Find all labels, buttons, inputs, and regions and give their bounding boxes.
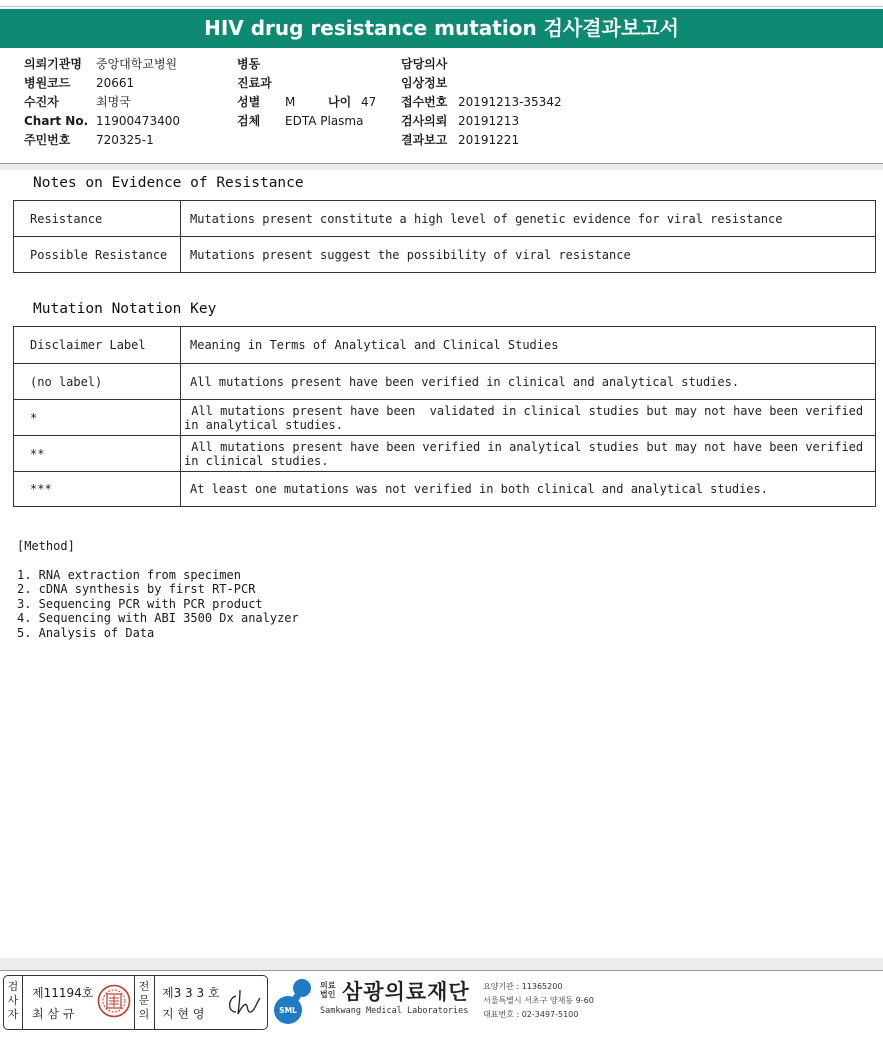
table-row [14,364,876,400]
label-age: 나이 [328,95,352,109]
method-step: 1. RNA extraction from specimen [17,568,241,582]
label-specimen: 검체 [237,114,261,128]
label-resident-no: 주민번호 [24,133,71,147]
top-rule [0,6,883,7]
sml-logo-icon [271,976,317,1026]
notation-section-title: Mutation Notation Key [33,301,217,317]
org-type [320,981,335,999]
header-band [0,164,883,170]
org-english-name: Samkwang Medical Laboratories [320,1006,469,1016]
handwritten-signature-icon [224,984,264,1020]
value-requesting-institution: 중앙대학교병원 [96,57,178,71]
label-hospital-code: 병원코드 [24,76,71,90]
notation-label: ** [14,436,181,472]
label-department: 진료과 [237,76,272,90]
notation-label: *** [14,472,181,507]
value-chart-no: 11900473400 [96,114,180,128]
divider [22,976,23,1029]
org-type-line: 의료 [320,981,336,990]
report-title: HIV drug resistance mutation 검사결과보고서 [0,9,883,48]
inspector-license-no: 제11194호 [32,986,94,1000]
info-col-3 [401,57,562,152]
value-patient-name: 최명국 [96,95,131,109]
label-requesting-institution: 의뢰기관명 [24,57,82,71]
resistance-term: Possible Resistance [14,237,181,273]
official-seal-icon [97,984,131,1018]
table-header-row [14,327,876,364]
label-physician: 담당의사 [401,57,448,71]
method-step: 4. Sequencing with ABI 3500 Dx analyzer [17,611,299,626]
notation-label-header: Disclaimer Label [14,327,181,364]
footer-divider [0,970,883,971]
specialist-license-no: 제3 3 3 호 [162,986,220,1000]
org-phone: 대표번호 : 02-3497-5100 [483,1010,579,1019]
notation-meaning-line: in clinical studies. [184,453,329,468]
logo-text: SML [279,1006,297,1015]
specialist-name: 지 현 영 [162,1007,205,1021]
specialist-label [137,980,151,1022]
notation-meaning: All mutations present have been verified in clinical and analytical studies. [181,364,876,400]
specialist-label-char: 의 [138,1008,150,1021]
resistance-description: Mutations present suggest the possibility of viral resistance [181,237,876,273]
info-col-2 [237,57,376,133]
label-chart-no: Chart No. [24,114,89,128]
value-resident-no: 720325-1 [96,133,154,147]
inspector-label-char: 검 [7,980,19,993]
divider [134,976,135,1029]
org-name: 삼광의료재단 [342,980,470,1004]
label-ward: 병동 [237,57,261,71]
resistance-term: Resistance [14,201,181,237]
table-row [14,201,876,237]
inspector-name: 최 삼 규 [32,1007,75,1021]
table-row [14,436,876,472]
divider [154,976,155,1029]
specialist-label-char: 전 [138,980,150,993]
notation-meaning: At least one mutations was not verified in both clinical and analytical studies. [181,472,876,507]
table-row [14,237,876,273]
info-col-1 [24,57,180,152]
value-test-request: 20191213 [458,114,520,128]
method-step: 2. cDNA synthesis by first RT-PCR [17,582,256,597]
label-patient-name: 수진자 [24,95,59,109]
table-row [14,472,876,507]
inspector-label-char: 사 [7,994,19,1007]
resistance-section-title: Notes on Evidence of Resistance [33,175,304,191]
value-specimen: EDTA Plasma [285,114,364,128]
method-title: [Method] [17,539,75,553]
method-step: 5. Analysis of Data [17,625,155,640]
value-age: 47 [361,95,377,109]
notation-meaning [181,436,876,472]
notation-meaning [181,400,876,436]
resistance-table [13,200,876,273]
org-type-line: 법인 [320,990,336,999]
inspector-label [6,980,20,1022]
label-result-report: 결과보고 [401,133,448,147]
label-sex: 성별 [237,95,261,109]
org-institution-code: 요양기관 : 11365200 [483,982,563,991]
footer-band [0,958,883,970]
org-address: 서울특별시 서초구 양재동 9-60 [483,996,594,1005]
notation-label: (no label) [14,364,181,400]
notation-meaning-line: All mutations present have been validated in clinical studies but may not have been verified [184,403,864,418]
method-list [17,568,299,640]
resistance-description: Mutations present constitute a high level of genetic evidence for viral resistance [181,201,876,237]
value-sex: M [285,95,296,109]
notation-meaning-header: Meaning in Terms of Analytical and Clinical Studies [181,327,876,364]
signature-box [3,975,268,1030]
notation-table [13,326,876,507]
notation-meaning-line: All mutations present have been verified in analytical studies but may not have been verified [184,439,864,454]
value-result-report: 20191221 [458,133,520,147]
label-receipt-no: 접수번호 [401,95,448,109]
table-row [14,400,876,436]
method-step: 3. Sequencing PCR with PCR product [17,596,263,611]
label-test-request: 검사의뢰 [401,114,448,128]
notation-meaning-line: in analytical studies. [184,417,343,432]
specialist-label-char: 문 [138,994,150,1007]
label-clinical-info: 임상정보 [401,76,448,90]
value-hospital-code: 20661 [96,76,135,90]
inspector-label-char: 자 [7,1008,19,1021]
notation-label: * [14,400,181,436]
value-receipt-no: 20191213-35342 [458,95,562,109]
